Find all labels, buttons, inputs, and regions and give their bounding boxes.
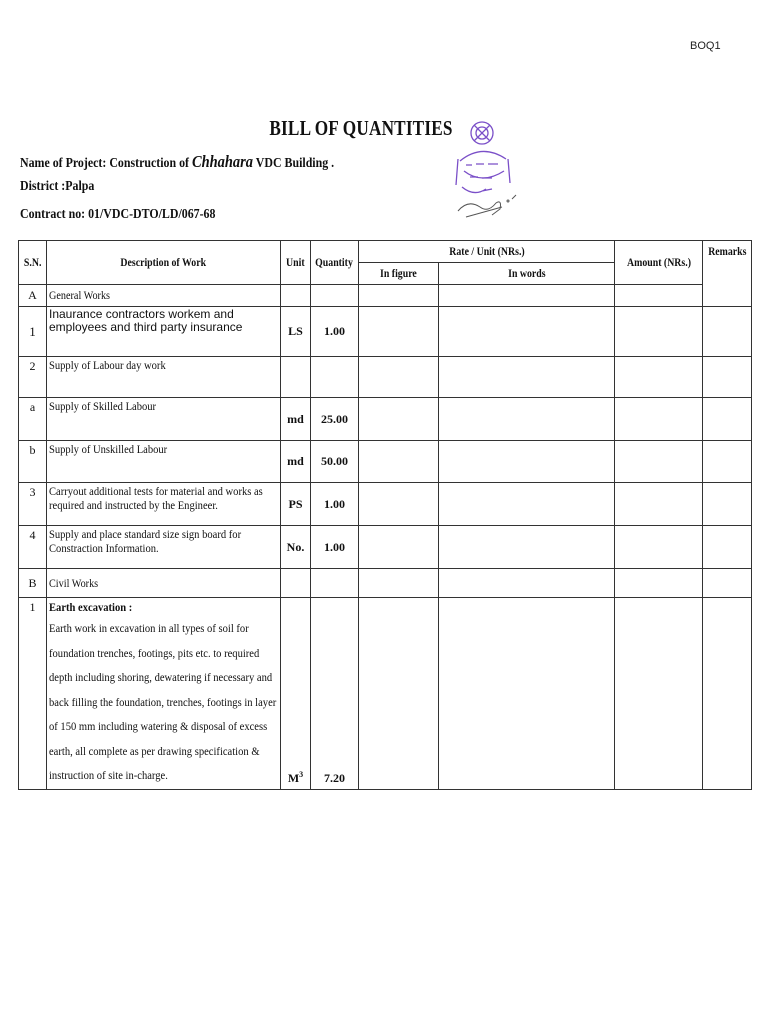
contract-line: Contract no: 01/VDC-DTO/LD/067-68 <box>20 207 216 222</box>
header-unit: Unit <box>281 241 311 285</box>
header-remarks: Remarks <box>703 241 752 307</box>
section-row <box>19 285 752 307</box>
row-description: Supply and place standard size sign board for Constraction Information. <box>47 526 281 569</box>
table-row <box>19 526 752 569</box>
row-description: Supply of Unskilled Labour <box>47 441 281 483</box>
header-sn: S.N. <box>19 241 47 285</box>
row-sn: a <box>19 398 47 441</box>
row-quantity: 1.00 <box>311 526 359 569</box>
row-unit: No. <box>281 526 311 569</box>
project-suffix: VDC Building . <box>255 156 335 171</box>
row-quantity: 25.00 <box>311 398 359 441</box>
row-description: Inaurance contractors workem and employees and third party insurance <box>47 307 281 357</box>
row-sn: 3 <box>19 483 47 526</box>
description-line: instruction of site in-charge. <box>49 768 168 782</box>
header-in-words: In words <box>439 263 615 285</box>
row-quantity: 7.20 <box>311 598 359 790</box>
project-name-line <box>20 152 334 172</box>
table-row <box>19 598 752 790</box>
row-unit: $M^3$ <box>281 598 311 790</box>
section-row <box>19 569 752 598</box>
description-line: earth, all complete as per drawing specification & <box>49 743 260 758</box>
description-line: foundation trenches, footings, pits etc. to required <box>49 645 260 660</box>
row-unit <box>281 357 311 398</box>
row-unit: LS <box>281 307 311 357</box>
table-row <box>19 398 752 441</box>
district-line: District :Palpa <box>20 179 95 194</box>
row-sn: 1 <box>19 307 47 357</box>
header-description: Description of Work <box>47 241 281 285</box>
table-row <box>19 483 752 526</box>
row-description <box>47 598 281 790</box>
section-sn: A <box>19 285 47 307</box>
row-quantity: 50.00 <box>311 441 359 483</box>
row-quantity <box>311 357 359 398</box>
row-unit: md <box>281 441 311 483</box>
earth-excavation-title: Earth excavation : <box>49 600 133 614</box>
header-rate: Rate / Unit (NRs.) <box>359 241 615 263</box>
header-in-figure: In figure <box>359 263 439 285</box>
page-id: BOQ1 <box>690 40 721 52</box>
row-sn: 1 <box>19 598 47 790</box>
row-quantity: 1.00 <box>311 307 359 357</box>
table-row <box>19 307 752 357</box>
row-description: Supply of Skilled Labour <box>47 398 281 441</box>
header-quantity: Quantity <box>311 241 359 285</box>
row-description: Supply of Labour day work <box>47 357 281 398</box>
description-line: back filling the foundation, trenches, footings in layer <box>49 694 277 709</box>
header-row <box>19 241 752 263</box>
section-sn: B <box>19 569 47 598</box>
document-title: BILL OF QUANTITIES <box>269 116 453 140</box>
table-row <box>19 441 752 483</box>
row-description: Carryout additional tests for material and works as required and instructed by the Engineer. <box>47 483 281 526</box>
section-title: General Works <box>47 285 281 307</box>
header-amount: Amount (NRs.) <box>615 241 703 285</box>
table-row <box>19 357 752 398</box>
boq-table <box>18 240 752 790</box>
project-label: Name of Project: Construction of <box>20 156 189 171</box>
description-line: of 150 mm including watering & disposal of excess <box>49 719 268 733</box>
row-quantity: 1.00 <box>311 483 359 526</box>
description-line: depth including shoring, dewatering if necessary and <box>49 670 273 684</box>
row-unit: md <box>281 398 311 441</box>
row-sn: b <box>19 441 47 483</box>
project-name: Chhahara <box>191 152 254 171</box>
description-line: Earth work in excavation in all types of soil for <box>49 621 249 635</box>
section-title: Civil Works <box>47 569 281 598</box>
official-seal-stamp-icon <box>452 115 524 223</box>
row-sn: 4 <box>19 526 47 569</box>
row-unit: PS <box>281 483 311 526</box>
row-sn: 2 <box>19 357 47 398</box>
